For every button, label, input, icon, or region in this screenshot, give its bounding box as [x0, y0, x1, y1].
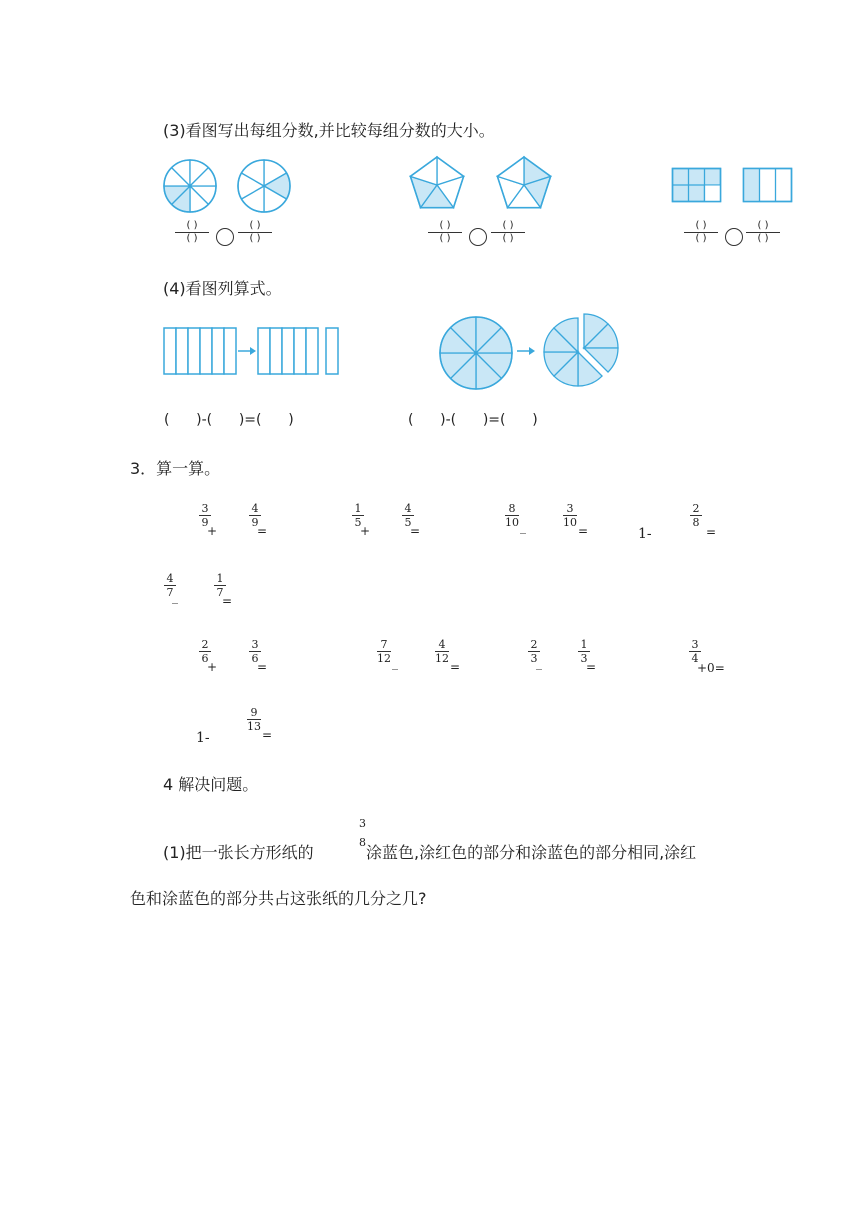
equals-sign: =: [262, 728, 273, 742]
operator: _: [520, 520, 526, 534]
circle-full-eighths-figure: [439, 316, 513, 390]
answer-fraction-blank[interactable]: ( ) ( ): [238, 220, 272, 245]
answer-fraction-blank[interactable]: ( ) ( ): [175, 220, 209, 245]
fraction: 3 10: [563, 502, 577, 529]
operator: _: [536, 656, 542, 670]
fraction: 3 6: [249, 638, 261, 665]
one-minus: 1-: [638, 526, 652, 542]
equals-sign: =: [257, 660, 268, 674]
equals-sign: =: [586, 660, 597, 674]
equation-left-blank[interactable]: ( )-( )=( ): [164, 412, 294, 428]
circle-eighths-figure: [163, 159, 223, 219]
q2-3-label: (3)看图写出每组分数,并比较每组分数的大小。: [163, 121, 495, 140]
fraction: 9 13: [247, 706, 261, 733]
answer-fraction-blank[interactable]: ( ) ( ): [491, 220, 525, 245]
answer-fraction-blank[interactable]: ( ) ( ): [684, 220, 718, 245]
equals-sign: =: [410, 524, 421, 538]
compare-circle[interactable]: [216, 228, 234, 246]
fraction: 2 3: [528, 638, 540, 665]
fraction: 1 3: [578, 638, 590, 665]
equals-sign: =: [578, 524, 589, 538]
strip-before-figure: [163, 326, 239, 376]
fraction: 3 9: [199, 502, 211, 529]
q3-label: 3．算一算。: [130, 459, 221, 478]
equation-right-blank[interactable]: ( )-( )=( ): [408, 412, 538, 428]
one-minus: 1-: [196, 730, 210, 746]
q4-problem-start: (1)把一张长方形纸的: [163, 843, 314, 862]
plus-zero-equals: +0=: [697, 661, 725, 675]
arrow-icon: [238, 346, 256, 356]
equals-sign: =: [450, 660, 461, 674]
operator: +: [207, 660, 218, 674]
fraction: 2 8: [690, 502, 702, 529]
fraction: 1 5: [352, 502, 364, 529]
compare-circle[interactable]: [469, 228, 487, 246]
fraction: 4 5: [402, 502, 414, 529]
q4-problem-rest: 涂蓝色,涂红色的部分和涂蓝色的部分相同,涂红: [366, 843, 697, 862]
operator: +: [207, 524, 218, 538]
arrow-icon: [517, 346, 535, 356]
operator: _: [392, 656, 398, 670]
q2-4-label: (4)看图列算式。: [163, 279, 282, 298]
fraction-denominator: 8: [359, 836, 366, 849]
operator: +: [360, 524, 371, 538]
strip-after-figure: [257, 326, 341, 376]
answer-fraction-blank[interactable]: ( ) ( ): [746, 220, 780, 245]
fraction: 3 4: [689, 638, 701, 665]
equals-sign: =: [222, 594, 233, 608]
pentagon-right-figure: [495, 155, 555, 211]
fraction-numerator: 3: [359, 817, 366, 830]
operator: _: [172, 590, 178, 604]
compare-circle[interactable]: [725, 228, 743, 246]
circle-sixths-figure: [237, 159, 297, 219]
fraction: 4 12: [435, 638, 449, 665]
fraction: 8 10: [505, 502, 519, 529]
answer-fraction-blank[interactable]: ( ) ( ): [428, 220, 462, 245]
fraction: 4 7: [164, 572, 176, 599]
q4-label: 4 解决问题。: [163, 775, 259, 794]
equals-sign: =: [706, 525, 717, 539]
equals-sign: =: [257, 524, 268, 538]
circle-split-figure: [542, 314, 622, 388]
fraction: 2 6: [199, 638, 211, 665]
rect-sixths-figure: [672, 168, 724, 204]
pentagon-left-figure: [408, 155, 468, 211]
fraction: 7 12: [377, 638, 391, 665]
rect-thirds-figure: [743, 168, 795, 204]
fraction: 4 9: [249, 502, 261, 529]
fraction: 1 7: [214, 572, 226, 599]
q4-problem-line2: 色和涂蓝色的部分共占这张纸的几分之几?: [130, 889, 427, 908]
